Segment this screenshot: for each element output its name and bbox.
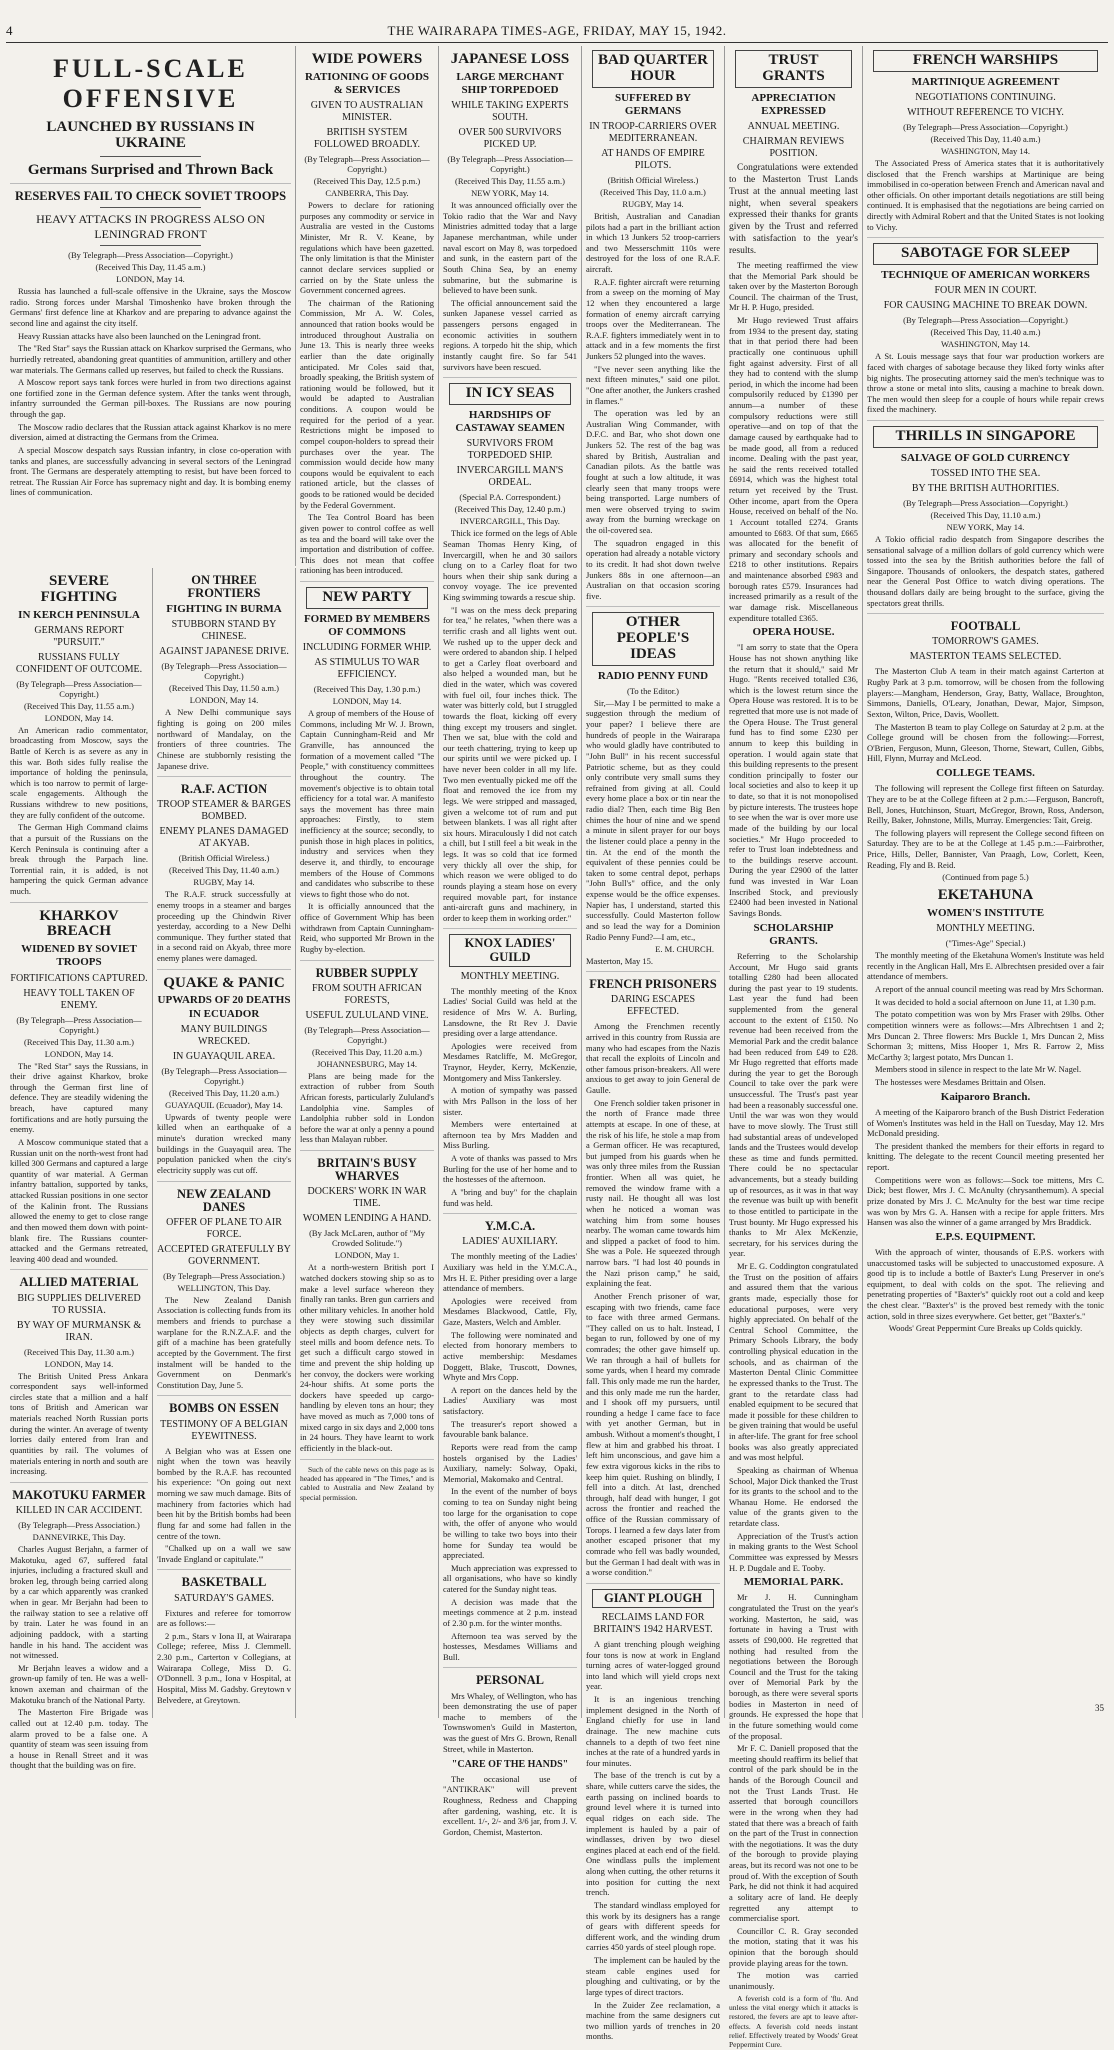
paragraph: 2 p.m., Stars v Iona II, at Wairarapa College; referee, Miss J. Clemmell. 2.30 p.m., Carterton v Collegians, at Wairarapa College, Miss D. G. O'Donnell. 3 p.m., Iona v Hospital, at Hospital, Miss M. Gadsby. Greytown v Belvedere, at Greytown. bbox=[157, 1630, 291, 1705]
main-subhead-2: Germans Surprised and Thrown Back bbox=[27, 161, 274, 178]
paragraph: Members were entertained at afternoon tea by Mrs Madden and Miss Burling. bbox=[443, 1119, 577, 1151]
advert-text: A feverish cold is a form of 'flu. And unless the vital energy which it attacks is restored, the fevers are apt to leave after-effects. A feverish cold needs instant relief. Effectively treated by Woods' Great Peppermint Cure. bbox=[729, 1993, 858, 2050]
article-subhead: FOUR MEN IN COURT. bbox=[934, 285, 1037, 297]
article-subhead: INVERCARGILL MAN'S ORDEAL. bbox=[456, 465, 564, 489]
article-headline: ALLIED MATERIAL bbox=[19, 1275, 139, 1290]
received: (Received This Day, 11.40 a.m.) bbox=[930, 133, 1041, 144]
article-subhead: ENEMY PLANES DAMAGED AT AKYAB. bbox=[159, 826, 289, 850]
article-headline: GIANT PLOUGH bbox=[592, 1589, 714, 1608]
paragraph: A "bring and buy" for the chaplain fund was held. bbox=[443, 1186, 577, 1208]
column-7 bbox=[863, 46, 1108, 1718]
dateline: LONDON, May 14. bbox=[44, 1358, 114, 1369]
section-heading: SCHOLARSHIP GRANTS. bbox=[753, 921, 834, 947]
article-headline: FOOTBALL bbox=[950, 619, 1021, 634]
article-headline: MAKOTUKU FARMER bbox=[12, 1487, 146, 1502]
article-headline: SABOTAGE FOR SLEEP bbox=[873, 243, 1098, 265]
dateline: LONDON, May 1. bbox=[334, 1250, 400, 1261]
article-subhead: IN GUAYAQUIL AREA. bbox=[172, 1050, 276, 1062]
paragraph: Much appreciation was expressed to all organisations, who have so kindly catered for the Sunday night teas. bbox=[443, 1562, 577, 1594]
received: (Received This Day, 11.40 a.m.) bbox=[930, 327, 1041, 338]
article-headline: FRENCH WARSHIPS bbox=[873, 50, 1098, 72]
dateline: LONDON, May 14. bbox=[189, 695, 259, 706]
dateline: WASHINGTON, May 14. bbox=[940, 339, 1031, 350]
credit: (By Telegraph—Press Association—Copyright.) bbox=[304, 1024, 430, 1045]
credit: (By Telegraph—Press Association—Copyright.) bbox=[161, 661, 287, 682]
article-subhead: BIG SUPPLIES DELIVERED TO RUSSIA. bbox=[17, 1292, 141, 1316]
dateline: WELLINGTON, This Day. bbox=[177, 1282, 271, 1293]
paragraph: The official announcement said the sunken Japanese vessel carried as passengers persons engaged in economic activities in southern regions. A torpedo hit the ship, which instantly caught fire. So far 541 survivors have been rescued. bbox=[443, 297, 577, 372]
dateline: NEW YORK, May 14. bbox=[471, 188, 549, 199]
lead-paragraph: Congratulations were extended to the Masterton Trust Lands Trust at the annual meeting last night, when several speakers expressed their thanks for grants given by the Trust and referred with satisfaction to the year's results. bbox=[729, 162, 858, 256]
paragraph: The occasional use of "ANTIKRAK" will prevent Roughness, Redness and Chapping after gardening, washing, etc. It is excellent. 1/-, 2/- and 3/6 jar, from J. V. Gordon, Chemist, Masterton. bbox=[443, 1773, 577, 1837]
dateline: RUGBY, May 14. bbox=[622, 198, 684, 209]
received: (Received This Day, 11.40 a.m.) bbox=[169, 865, 279, 876]
paragraph: Charles August Berjahn, a farmer of Makotuku, aged 67, suffered fatal injuries, including a fractured skull and broken leg, through being carried along by a car which apparently was cranked when in gear. Mr Berjahn had been to the railway station to see a relative off by train. Later he was found in an adjoining paddock, with a starting handle in his hand. The accident was not witnessed. bbox=[10, 1543, 148, 1661]
article-subhead: DOCKERS' WORK IN WAR TIME. bbox=[307, 1186, 427, 1210]
main-story bbox=[6, 46, 296, 566]
article-subhead: MARTINIQUE AGREEMENT bbox=[911, 75, 1060, 88]
article-subhead: TROOP STEAMER & BARGES BOMBED. bbox=[157, 799, 291, 823]
article-subhead: WOMEN'S INSTITUTE bbox=[926, 907, 1045, 919]
paragraph: The operation was led by an Australian Wing Commander, with D.F.C. and Bar, who shot down one Junkers 52. The rest of the bag was shared by British, Australian and Canadian pilots. As the battle was fought at such a low altitude, it was clearly seen that many troops were being transported. Large numbers of men were observed trying to swim away from the burning wreckage on the oil-covered sea. bbox=[586, 408, 720, 535]
article-subhead: TECHNIQUE OF AMERICAN WORKERS bbox=[881, 269, 1090, 282]
paragraph: The chairman of the Rationing Commission, Mr A. W. Coles, announced that ration books would be introduced throughout Australia on June 13. This is nearly three weeks earlier than the date originally anticipated. Mr Coles said that, broadly speaking, the British system of rationing would be followed, but it would be adapted to Australian conditions. A coupon would be required for the period of a year. Restrictions might be imposed to compel coupon-holders to spread their purchases over the year. The commission would decide how many coupons would be equivalent to each rationed article, but the classes of goods to be rationed would be decided by the Federal Government. bbox=[300, 297, 434, 510]
paragraph: Appreciation of the Trust's action in making grants to the West School Committee was expressed by Messrs H. P. Dugdale and E. Tooby. bbox=[729, 1530, 858, 1573]
paragraph: The base of the trench is cut by a share, while cutters carve the sides, the earth passing on inclined boards to ground level where it is turned into equal ridges on each side. The implement is hauled by a pair of windlasses, driven by two diesel engines placed at each end of the field. One windlass pulls the implement along when cutting, the other returns it into position for cutting the next trench. bbox=[586, 1770, 720, 1898]
dateline: JOHANNESBURG, May 14. bbox=[316, 1058, 418, 1069]
received: (Received This Day, 11.30 a.m.) bbox=[24, 1346, 134, 1357]
paragraph: Apologies were received from Mesdames Blackwood, Cattle, Fly, Gaze, Masters, Welch and Ambler. bbox=[443, 1295, 577, 1327]
masthead bbox=[6, 20, 1108, 43]
column-3 bbox=[296, 46, 439, 1718]
article-subhead: SATURDAY'S GAMES. bbox=[174, 1592, 274, 1604]
article-subhead: TESTIMONY OF A BELGIAN EYEWITNESS. bbox=[160, 1418, 288, 1442]
credit: (By Telegraph—Press Association—Copyright.) bbox=[304, 154, 430, 175]
dateline: LONDON, May 14. bbox=[44, 712, 114, 723]
paragraph: A Moscow communique stated that a Russian unit on the north-west front had killed 300 Germans and captured a large quantity of war material. A German infantry battalion, supported by tanks, attacked Russian positions in one sector of the Kalinin front. The Russians allowed the enemy to get to close range and then mowed them down with point-blank fire. The Russians counter-attacked and the Germans retreated, leaving 400 dead and wounded. bbox=[10, 1136, 148, 1264]
dateline: NEW YORK, May 14. bbox=[946, 521, 1025, 532]
paragraph: The R.A.F. struck successfully at enemy troops in a steamer and barges proceeding up the Chindwin River yesterday, according to a New Delhi communique. They further stated that in a second raid on Akyab, three more enemy planes were damaged. bbox=[157, 889, 291, 964]
paragraph: In the Zuider Zee reclamation, a machine from the same designers cut two million yards of trenches in 20 months. bbox=[586, 1999, 720, 2042]
paragraph: The following players will represent the College second fifteen on Saturday. They are to be at the College at 1.45 p.m.:—Fairbrother, Price, Hills, Deller, Bannister, Van Praagh, Low, Corlett, Keen, Reading, Fly and B. Reid. bbox=[867, 827, 1104, 870]
paragraph: Referring to the Scholarship Account, Mr Hugo said grants totalling £280 had been allocated during the past year to 19 students. Last year the fund had been supplemented from the general account to the extent of £150. No revenue had been received from the Memorial Park and the credit balance had been reduced from £49 to £28. Mr Hugo regretted that efforts made during the year to get the Borough Council to take over the park were unsuccessful. The Trust's past year had been a reasonably successful one. Until the war was won they would have to move slowly. The Trust still had substantial areas of undeveloped lands and the Trustees would develop these as time and funds permitted. There could be no spectacular advancements, but a steady building up of resources, as it was in that way the revenue was built up with benefit to those entitled to participate in the Trust bounty. Mr Hugo expressed his thanks to Mr Alex McKenzie, secretary, for his services during the year. bbox=[729, 950, 858, 1259]
article-subhead: RECLAIMS LAND FOR BRITAIN'S 1942 HARVEST. bbox=[593, 1611, 713, 1635]
paragraph: Mr J. H. Cunningham congratulated the Trust on the year's working. Masterton, he said, was fortunate in having a Trust with assets of £90,000. He regretted that nothing had resulted from the negotiations between the Borough Council and the Trust for the taking over of Memorial Park by the borough, as there were several sports bodies in Masterton in need of grounds. He expressed the hope that in the future something would come of the proposal. bbox=[729, 1592, 858, 1741]
credit: (By Telegraph—Press Association—Copyright.) bbox=[161, 1065, 287, 1086]
received: (Received This Day, 11.55 a.m.) bbox=[24, 700, 134, 711]
paragraph: A giant trenching plough weighing four tons is now at work in England turning acres of water-logged ground into land which will yield crops next year. bbox=[586, 1638, 720, 1692]
paragraph: The "Red Star" says the Russians, in their drive against Kharkov, broke through the German first line of defence. They are steadily widening the breach, have captured many fortifications and are hotly pursuing the enemy. bbox=[10, 1060, 148, 1135]
article-subhead: KILLED IN CAR ACCIDENT. bbox=[15, 1504, 143, 1516]
page-footer-number: 35 bbox=[1095, 1703, 1104, 1713]
article-subhead: NEGOTIATIONS CONTINUING. bbox=[915, 91, 1056, 103]
paragraph: The treasurer's report showed a favourable bank balance. bbox=[443, 1418, 577, 1440]
article-subhead: LARGE MERCHANT SHIP TORPEDOED bbox=[456, 70, 564, 96]
advert-text: Woods' Great Peppermint Cure Breaks up Colds quickly. bbox=[888, 1323, 1083, 1334]
article-subhead: RATIONING OF GOODS & SERVICES bbox=[304, 70, 430, 96]
continued-note: (Continued from page 5.) bbox=[942, 872, 1029, 883]
paragraph: "I am sorry to state that the Opera House has not shown anything like the return that it should," said Mr Hugo. "Rents received totalled £36, which is the lowest return since the Opera House was restored. It is to be regretted that more use is not made of the Opera House. The Trust general fund has to find some £230 per annum to keep this building in operation. I would again state that this building represents to the present condition principally to foster our local societies and also to keep it up to date, so that it is not monopolised by picture interests. The trustees hope to see when the war is over more use made of the building by our local societies." Mr Hugo proceeded to refer to Trust loan indebtedness and to the buildings reserve account. During the year £2900 of the latter fund was invested in War Loan Inscribed Stock, and previously £2400 had been invested in National Savings Bonds. bbox=[729, 642, 858, 918]
article-headline: QUAKE & PANIC bbox=[163, 974, 285, 991]
received: (Received This Day, 11.0 a.m.) bbox=[600, 186, 706, 197]
article-headline: EKETAHUNA bbox=[937, 887, 1034, 904]
dateline: WASHINGTON, May 14. bbox=[940, 145, 1031, 156]
paragraph: A motion of sympathy was passed with Mrs Pallson in the loss of her sister. bbox=[443, 1085, 577, 1117]
article-subhead: HARDSHIPS OF CASTAWAY SEAMEN bbox=[455, 408, 565, 435]
article-headline: BRITAIN'S BUSY WHARVES bbox=[317, 1156, 417, 1184]
article-subhead: AS STIMULUS TO WAR EFFICIENCY. bbox=[314, 657, 420, 681]
section-heading: OPERA HOUSE. bbox=[752, 626, 835, 639]
paragraph: "I was on the mess deck preparing for tea," he relates, "when there was a terrific crash and all lights went out. We rushed up to the upper deck and were ordered to abandon ship. I helped to get a Carley float overboard and also helped a wounded man, but he died in the water, which was covered with fuel oil, four inches thick. The water was bitterly cold, but I struggled towards the float, kicking off every thing except my trousers and singlet. Then we sat, blue with the cold and our teeth chattering, trying to keep up our spirits until we were picked up. I have never been colder in all my life. Two men eventually picked me off the float and removed the ice from my legs. We were stripped and massaged, given a welcome tot of rum and put between blankets. I was all right after six hours. Miraculously I did not catch a chill, but I still feel a bit weak in the legs. It was so cold that ice formed very thickly all over the ship, for which reason we were obliged to do rounds playing a steam hose on every required movable part, for instance anti-aircraft guns and machinery, in order to keep them in working order." bbox=[443, 604, 577, 923]
paragraph: A decision was made that the meetings commence at 2 p.m. instead of 2.30 p.m. for the winter months. bbox=[443, 1596, 577, 1628]
article-headline: Y.M.C.A. bbox=[484, 1219, 536, 1234]
dateline: LONDON, May 14. bbox=[116, 274, 185, 285]
dateline: LONDON, May 14. bbox=[332, 696, 402, 707]
article-headline: NEW ZEALAND DANES bbox=[177, 1186, 271, 1214]
footnote: Such of the cable news on this page as is headed has appeared in "The Times," and is cabled to Australia and New Zealand by special permission. bbox=[300, 1464, 434, 1502]
column-6 bbox=[725, 46, 863, 2050]
paragraph: Competitions were won as follows:—Sock toe mittens, Mrs C. Dick; best flower, Mrs J. C. McAnulty (chrysanthemum). A special prize donated by Mrs J. C. McAnulty for the best war time recipe was won by Mrs G. A. Hansen with a recipe for apple fritters. Mrs Hansen was also the winner of a game arranged by Mrs Braddick. bbox=[867, 1174, 1104, 1228]
article-subhead: HEAVY TOLL TAKEN OF ENEMY. bbox=[23, 987, 135, 1011]
article-headline: IN ICY SEAS bbox=[449, 383, 571, 405]
paragraph: Plans are being made for the extraction of rubber from South African forests, particularly Zululand's Landolphia vine. Samples of Landolphia rubber sold in London before the war at only a penny a pound less than Malayan rubber. bbox=[300, 1070, 434, 1145]
credit: (By Telegraph—Press Association—Copyright.) bbox=[903, 497, 1068, 508]
paragraph: The president thanked the members for their efforts in regard to knitting. The delegate to the recent Council meeting presented her report. bbox=[867, 1140, 1104, 1172]
paragraph: Members stood in silence in respect to the late Mr W. Nagel. bbox=[875, 1064, 1082, 1075]
paragraph: A group of members of the House of Commons, including Mr W. J. Brown, Captain Cunningham-Reid and Mr Granville, has announced the formation of a movement called "The People," with constituency committees throughout the country. The movement's objective is to obtain total efficiency for a total war. A manifesto says the movement has three main approaches: Firstly, to stem inefficiency at the source; secondly, to punish those in high places in politics, industry and services when they deserve it, and thirdly, to encourage members of the House of Commons and candidates who subscribe to these views to fight those who do not. bbox=[300, 708, 434, 899]
credit: ("Times-Age" Special.) bbox=[945, 938, 1026, 949]
paragraph: Russia has launched a full-scale offensive in the Ukraine, says the Moscow radio. Strong forces under Marshal Timoshenko have broken through the Germans' first defence line at Kharkov and are preparing to advance against the second line and against the city itself. bbox=[10, 286, 291, 329]
article-subhead: UPWARDS OF 20 DEATHS IN ECUADOR bbox=[157, 994, 291, 1020]
article-subhead: AT HANDS OF EMPIRE PILOTS. bbox=[601, 147, 705, 171]
article-subhead: FIGHTING IN BURMA bbox=[166, 603, 282, 616]
article-subhead: STUBBORN STAND BY CHINESE. bbox=[171, 619, 277, 643]
paragraph: Reports were read from the camp hostels organised by the Ladies' Auxiliary, namely: Solway, Opaki, Memorial, Makomako and Central. bbox=[443, 1441, 577, 1484]
article-subhead: SURVIVORS FROM TORPEDOED SHIP. bbox=[466, 438, 554, 462]
article-headline: BASKETBALL bbox=[181, 1575, 267, 1590]
article-subhead: BY THE BRITISH AUTHORITIES. bbox=[911, 482, 1060, 494]
paragraph: A Tokio official radio despatch from Singapore describes the sensational salvage of a million dollars of gold currency which were tossed into the sea by the British authorities before the fall of Singapore. Thousands of onlookers, the despatch states, gathered near the General Post Office to watch diving operations. The thousand dollars daily are being brought to the surface, giving the spectators great thrills. bbox=[867, 533, 1104, 608]
article-subhead: WOMEN LENDING A HAND. bbox=[302, 1213, 432, 1225]
section-heading: MEMORIAL PARK. bbox=[743, 1576, 844, 1589]
article-subhead: DARING ESCAPES EFFECTED. bbox=[610, 994, 696, 1018]
article-subhead: TOSSED INTO THE SEA. bbox=[930, 467, 1041, 479]
article-subhead: WITHOUT REFERENCE TO VICHY. bbox=[907, 106, 1064, 118]
dateline: RUGBY, May 14. bbox=[193, 877, 255, 888]
article-subhead: BY WAY OF MURMANSK & IRAN. bbox=[16, 1319, 142, 1343]
article-subhead: IN TROOP-CARRIERS OVER MEDITERRANEAN. bbox=[589, 120, 717, 144]
paragraph: It was announced officially over the Tokio radio that the War and Navy Ministries admitted today that a large Japanese merchantman, while under naval escort on May 8, was torpedoed and sunk, in the eastern part of the South China Sea, by an enemy submarine, but the submarine is believed to have been sunk. bbox=[443, 200, 577, 296]
credit: (By Telegraph—Press Association—Copyright.) bbox=[16, 678, 142, 699]
paragraph: The meeting reaffirmed the view that the Memorial Park should be taken over by the Masterton Borough Council. The chairman of the Trust, Mr H. P. Hugo, presided. bbox=[729, 259, 858, 313]
paragraph: British, Australian and Canadian pilots had a part in the brilliant action in which 13 Junkers 52 troop-carriers and two Messerschmitt 110s were destroyed for the loss of one R.A.F. aircraft. bbox=[586, 210, 720, 274]
article-headline: KNOX LADIES' GUILD bbox=[449, 934, 571, 966]
paragraph: One French soldier taken prisoner in the north of France made three attempts at escape. In one of these, at the risk of his life, he stole a map from a German officer. He was recaptured, but jumped from his guards when he was only three miles from the Russian frontier. When all was quiet, he removed the window frame with a rusty nail. He thought all was lost when he noticed a woman was watching him from some houses nearby. The woman came towards him and slipped a packet of food to him. She was a Pole. He squeezed through narrow bars. "I had lost 40 pounds in the Nazi prison camp," he said, explaining the feat. bbox=[586, 1097, 720, 1289]
article-subhead: USEFUL ZULULAND VINE. bbox=[305, 1009, 429, 1021]
received: (Received This Day, 11.20 a.m.) bbox=[169, 1087, 279, 1098]
column-2-lower bbox=[153, 568, 296, 1718]
article-headline: OTHER PEOPLE'S IDEAS bbox=[592, 612, 714, 665]
received: (Received This Day, 11.45 a.m.) bbox=[95, 262, 206, 273]
paragraph: The implement can be hauled by the steam cable engines used for ploughing and cultivating, or by the large types of direct tractors. bbox=[586, 1955, 720, 1997]
paragraph: The potato competition was won by Mrs Fraser with 29lbs. Other competition winners were as follows:—Mrs Albrechtsen 1 and 2; Mrs Duncan 2. Three flowers: Mrs Buckle 1, Mrs Duncan 2, Miss Schorman 3; mittens, Miss Hooper 1, Mrs R. Farrow 2, Miss McCarthy 3; largest potato, Mrs Duncan 1. bbox=[867, 1009, 1104, 1062]
paragraph: Mr F. C. Daniell proposed that the meeting should reaffirm its belief that control of the park should be in the hands of the Borough Council and not the Trust Lands Trust. He asserted that borough councillors were in the wrong when they had stated that there was a breach of faith on the part of the Trust in connection with the negotiations. It was the duty of the borough to provide playing areas, but its record was not one to be proud of. With the exception of South Park, he did not think it had acquired a solitary acre of land. He deeply regretted any attempt to commercialise sport. bbox=[729, 1743, 858, 1924]
paragraph: It was decided to hold a social afternoon on June 11, at 1.30 p.m. bbox=[875, 996, 1096, 1007]
article-subhead: OVER 500 SURVIVORS PICKED UP. bbox=[458, 127, 562, 151]
paragraph: The Tea Control Board has been given power to control coffee as well as tea and the board will take over the importation and distribution of coffee. This does not mean that coffee rationing has been introduced. bbox=[300, 512, 434, 576]
article-subhead: RADIO PENNY FUND bbox=[597, 669, 709, 682]
article-subhead: TOMORROW'S GAMES. bbox=[932, 636, 1039, 648]
newspaper-title: THE WAIRARAPA TIMES-AGE, FRIDAY, MAY 15, 1942. bbox=[387, 23, 727, 38]
article-subhead: GERMANS REPORT "PURSUIT." bbox=[34, 624, 124, 648]
article-subhead: CHAIRMAN REVIEWS POSITION. bbox=[742, 135, 845, 159]
credit: (By Jack McLaren, author of "My Crowded Solitude.") bbox=[309, 1228, 425, 1249]
credit: (By Telegraph—Press Association.) bbox=[18, 1519, 140, 1530]
paragraph: At a north-western British port I watched dockers stowing ship so as to make a level surface whereon they finally ran tanks. Bren gun carriers and other military vehicles. In another hold they were stowing such dissimilar objects as depth charges, culvert for steel mills and boom defence nets. To get such a difficult cargo stowed in time and prevent the ship holding up her convoy, the dockers were working 24-hour shifts. At some ports the dockers have speeded up cargo-handling by eleven tons an hour; they have moved as much as 7,000 tons of mixed cargo in six days and 2,000 tons in 24 hours. They have learnt to work efficiently in the black-out. bbox=[300, 1262, 434, 1453]
paragraph: Fixtures and referee for tomorrow are as follows:— bbox=[157, 1607, 291, 1629]
article-subhead: LADIES' AUXILIARY. bbox=[462, 1236, 558, 1248]
article-subhead: FROM SOUTH AFRICAN FORESTS, bbox=[311, 982, 423, 1006]
received: (Received This Day, 12.40 p.m.) bbox=[454, 504, 566, 515]
received: (Received This Day, 12.5 p.m.) bbox=[313, 176, 421, 187]
credit: (By Telegraph—Press Association—Copyright.) bbox=[903, 315, 1068, 326]
received: (Received This Day, 11.20 a.m.) bbox=[312, 1046, 422, 1057]
paragraph: A St. Louis message says that four war production workers are faced with charges of sabotage because they liked forty winks after big nights. The prosecuting attorney said the men's technique was to throw a stone or metal into slits, causing a machine to break down. The men would then sleep for a couple of hours while repair crews fixed the machinery. bbox=[867, 351, 1104, 415]
paragraph: A report on the dances held by the Ladies' Auxiliary was most satisfactory. bbox=[443, 1384, 577, 1416]
paragraph: R.A.F. fighter aircraft were returning from a sweep on the morning of May 12 when they encountered a large formation of enemy aircraft carrying troops over the Mediterranean. The R.A.F. fighters immediately went in to attack and in a few moments the first Junkers 52 plunged into the waves. bbox=[586, 276, 720, 361]
paragraph: A meeting of the Kaiparoro branch of the Bush District Federation of Women's Institutes was held in the Hall on Tuesday, May 12. Mrs McDonald presiding. bbox=[867, 1106, 1104, 1139]
article-subhead: GIVEN TO AUSTRALIAN MINISTER. bbox=[310, 100, 424, 124]
paragraph: The Associated Press of America states that it is authoritatively disclosed that the French warships at Martinique are being immobilised in co-operation between French and American naval and other officials. On other important details negotiations are still being continued. It is emphasised that the negotiations are being carried on directly with Admiral Robert and that the United States is not looking to Vichy. bbox=[867, 157, 1104, 232]
paragraph: Councillor C. R. Gray seconded the motion, stating that it was his opinion that the borough should provide playing areas for the town. bbox=[729, 1925, 858, 1968]
paragraph: The monthly meeting of the Eketahuna Women's Institute was held recently in the Anglican Hall, Mrs E. Albrechtsen presided over a fair attendance of members. bbox=[867, 950, 1104, 982]
main-subhead-1: LAUNCHED BY RUSSIANS IN UKRAINE bbox=[46, 119, 255, 151]
paragraph: A special Moscow despatch says Russian infantry, in close co-operation with tanks and planes, are successfully advancing in several sectors of the Leningrad front. The Germans are desperately attempting to resist, but have been forced to retreat. The Russian Air Force has supremacy night and day. It is bombing enemy lines of communication. bbox=[10, 444, 291, 498]
place: Masterton, May 15. bbox=[586, 956, 654, 967]
dateline: GUAYAQUIL (Ecuador), May 14. bbox=[165, 1099, 283, 1110]
paragraph: Heavy Russian attacks have also been launched on the Leningrad front. bbox=[18, 330, 261, 341]
credit: (By Telegraph—Press Association—Copyright.) bbox=[447, 154, 573, 175]
paragraph: Another French prisoner of war, escaping with two friends, came face to face with three armed Germans. "They called on us to halt. Instead, I began to run, followed by one of my comrades; the other gave himself up. We ran through a hail of bullets for some yards, when I heard my comrade fall. This only made me run the harder, and this only made me run the harder, and I shook off my pursuers, until rounding a hedge I came face to face with yet another German, but in ambush. Without a moment's thought, I flew at him and grabbed his throat. I left him unconscious, and gave him a few extra vigorous kicks in the ribs to keep him quiet. Rushing on blindly, I fell into a ditch. At last, drenched through, half dead with hunger, I got across the frontier and reached the office of the Russian commissary of Torops. I learned a few days later from another escaped prisoner that my comrade who fell was badly wounded, but the German I had dealt with was in a worse condition." bbox=[586, 1290, 720, 1578]
paragraph: It is officially announced that the office of Government Whip has been withdrawn from Captain Cunningham-Reid, who supported Mr Brown in the Rugby by-election. bbox=[300, 901, 434, 954]
article-headline: BAD QUARTER HOUR bbox=[592, 50, 714, 88]
section-heading: COLLEGE TEAMS. bbox=[936, 767, 1035, 780]
article-subhead: WIDENED BY SOVIET TROOPS bbox=[21, 943, 137, 969]
received: (Received This Day, 1.30 p.m.) bbox=[313, 684, 421, 695]
received: (Received This Day, 11.55 a.m.) bbox=[455, 176, 565, 187]
paragraph: In the event of the number of boys coming to tea on Sunday night being too large for the organisation to cope with, the offer of anyone who would be willing to take two boys into their home for Sunday tea would be appreciated. bbox=[443, 1486, 577, 1561]
paragraph: Apologies were received from Mesdames Ratcliffe, M. McGregor, Traynor, Heyder, Kerry, McKenzie, Montgomery and Miss Tankersley. bbox=[443, 1040, 577, 1083]
paragraph: "Chalked up on a wall we saw 'Invade England or capitulate.'" bbox=[157, 1543, 291, 1564]
article-subhead: APPRECIATION EXPRESSED bbox=[751, 91, 836, 117]
paragraph: Powers to declare for rationing purposes any commodity or service in Australia are vested in the Customs Minister, Mr R. V. Keane, by regulations which have been gazetted. The only limitation is that the Minister cannot declare services supplied or carried on by the State unless the Government concerned agrees. bbox=[300, 200, 434, 296]
article-subhead: SALVAGE OF GOLD CURRENCY bbox=[900, 451, 1071, 464]
page-number: 4 bbox=[6, 23, 13, 38]
article-headline: R.A.F. ACTION bbox=[180, 782, 268, 797]
paragraph: Mr Hugo reviewed Trust affairs from 1934 to the present day, stating that in that period there had been practically one continuous uphill fight against adversity. First of all they had to contend with the slump period, in which the income had been compulsorily reduced by £1390 per annum—a number of these compulsory reductions were still operative—and on top of that the damage caused by earthquake had to be made good, all from a reduced income. Dealing with the past year, he said the rents received totalled £6914, which was the highest total return yet received by the Trust. Other income, apart from the Opera House, received on behalf of the No. 1 Account totalled £274. Grants amounted to £683. Of that sum, £665 was allocated for the benefit of primary and secondary schools and £218 to other institutions. Repairs and maintenance absorbed £983 and borough rates £579. Insurances had increased primarily as a result of the war damage risk. Miscellaneous expenditure totalled £365. bbox=[729, 315, 858, 623]
paragraph: The motion was carried unanimously. bbox=[729, 1970, 858, 1991]
dateline: INVERCARGILL, This Day. bbox=[460, 516, 560, 527]
signature: E. M. CHURCH. bbox=[655, 944, 714, 955]
paragraph: Mr E. G. Coddington congratulated the Trust on the position of affairs and assured them that the various grants made, especially those for educational purposes, were very highly appreciated. On behalf of the Central School Committee, the Primary Schools Library, the body controlling physical education in the schools, and as chairman of the Masterton Dental Clinic Committee he expressed thanks to the Trust. The grant to the retardate class had enabled equipment to be secured that made it possible for these children to be given training that would be useful in after-life. The grant for free school books was also greatly appreciated and was most helpful. bbox=[729, 1261, 858, 1463]
paragraph: "I've never seen anything like the next fifteen minutes," said one pilot. "One after another, the Junkers crashed in flames." bbox=[586, 363, 720, 406]
article-subhead: AGAINST JAPANESE DRIVE. bbox=[159, 646, 289, 658]
article-subhead: MANY BUILDINGS WRECKED. bbox=[180, 1023, 268, 1047]
column-4 bbox=[439, 46, 582, 1837]
paragraph: The "Red Star" says the Russian attack on Kharkov surprised the Germans, who hurriedly retreated, abandoning great quantities of ammunition, artillery and other war materials. The Germans called up reserves, but failed to check the Russians. bbox=[10, 343, 291, 375]
credit: (British Official Wireless.) bbox=[178, 853, 270, 864]
main-subhead-4: HEAVY ATTACKS IN PROGRESS ALSO ON LENINGRAD FRONT bbox=[36, 212, 265, 241]
article-headline: ON THREE FRONTIERS bbox=[187, 573, 261, 601]
paragraph: The following were nominated and elected from honorary members to active membership: Mesdames Doggett, Blake, Truscott, Downes, Whyte and Mrs Copp. bbox=[443, 1329, 577, 1383]
article-headline: BOMBS ON ESSEN bbox=[169, 1401, 279, 1416]
paragraph: The Masterton B team to play College on Saturday at 2 p.m. at the College ground will be chosen from the following:—Forrest, O'Brien, Ferguson, Munn, Gleeson, Thorne, Stewart, Cullen, Gibbs, Hill, Flynn, Murray and McLeod. bbox=[867, 721, 1104, 764]
column-1-lower bbox=[6, 568, 153, 1771]
paragraph: The Masterton Fire Brigade was called out at 12.40 p.m. today. The alarm proved to be a false one. A quantity of steam was seen issuing from a house in Renall Street and it was thought that the building was on fire. bbox=[10, 1707, 148, 1771]
article-subhead: WHILE TAKING EXPERTS SOUTH. bbox=[451, 100, 569, 124]
credit: (British Official Wireless.) bbox=[607, 174, 699, 185]
received: (Received This Day, 11.30 a.m.) bbox=[24, 1036, 134, 1047]
article-headline: TRUST GRANTS bbox=[735, 50, 852, 88]
paragraph: Mrs Whaley, of Wellington, who has been demonstrating the use of paper mache to members of the Townswomen's Guild in Masterton, was the guest of Mrs G. Brown, Renall Street, while in Masterton. bbox=[443, 1690, 577, 1754]
paragraph: Afternoon tea was served by the hostesses, Mesdames Williams and Bull. bbox=[443, 1630, 577, 1662]
section-heading: Kaiparoro Branch. bbox=[940, 1090, 1031, 1103]
article-subhead: IN KERCH PENINSULA bbox=[18, 608, 140, 621]
article-subhead: MONTHLY MEETING. bbox=[936, 923, 1035, 935]
paragraph: The New Zealand Danish Association is collecting funds from its members and friends to purchase a warplane for the R.N.Z.A.F. and the gift of a machine has been gratefully accepted by the Government. The first instalment will be handed to the Government on Denmark's Constitution Day, June 5. bbox=[157, 1294, 291, 1390]
paragraph: A vote of thanks was passed to Mrs Burling for the use of her home and to the hostesses of the afternoon. bbox=[443, 1153, 577, 1185]
credit: (By Telegraph—Press Association—Copyright.) bbox=[903, 121, 1068, 132]
paragraph: With the approach of winter, thousands of E.P.S. workers with unaccustomed tasks will be subjected to unaccustomed exposure. A good tip is to include a bottle of Baxter's Lung Preserver in one's equipment, to deal with colds on the spot. The relieving and penetrating properties of "Baxter's" quickly root out a cold and keep the chest clear. "Baxter's" is the proved best remedy with the tonic action, sold in three sizes everywhere. Get better, get "Baxter's." bbox=[867, 1246, 1104, 1321]
article-subhead: ANNUAL MEETING. bbox=[747, 120, 840, 132]
article-headline: JAPANESE LOSS bbox=[450, 51, 570, 67]
received: (Received This Day, 11.10 a.m.) bbox=[930, 509, 1041, 520]
paragraph: A Moscow report says tank forces were hurled in from two directions against one fortified zone in the German defence system. After the tanks went through, infantry surrounded the German pill-boxes. The Russians are now pouring through the gap. bbox=[10, 377, 291, 420]
paragraph: Mr Berjahn leaves a widow and a grown-up family of ten. He was a well-known axeman and chairman of the Makotuku branch of the National Party. bbox=[10, 1662, 148, 1705]
paragraph: The German High Command claims that a pursuit of the Russians on the Kerch Peninsula is continuing after a break through the Parpach line. Torrential rain, it is added, is not hampering the quick German advance much. bbox=[10, 822, 148, 897]
dateline: CANBERRA, This Day. bbox=[325, 188, 409, 199]
paragraph: A report of the annual council meeting was read by Mrs Schorman. bbox=[875, 984, 1104, 995]
paragraph: A New Delhi communique says fighting is going on 200 miles northward of Mandalay, on the frontiers of three countries. The Chinese are stubbornly resisting the Japanese drive. bbox=[157, 707, 291, 771]
paragraph: The squadron engaged in this operation had already a notable victory to its credit. It had shot down twelve Junkers 88s in one afternoon—an Australian on that occasion scoring five. bbox=[586, 537, 720, 601]
article-subhead: OFFER OF PLANE TO AIR FORCE. bbox=[166, 1216, 282, 1240]
article-subhead: INCLUDING FORMER WHIP. bbox=[302, 642, 432, 654]
credit: (By Telegraph—Press Association—Copyright.) bbox=[16, 1014, 142, 1035]
article-headline: THRILLS IN SINGAPORE bbox=[873, 426, 1098, 448]
article-subhead: ACCEPTED GRATEFULLY BY GOVERNMENT. bbox=[157, 1243, 291, 1267]
credit: (Special P.A. Correspondent.) bbox=[459, 492, 561, 503]
main-headline: FULL-SCALE OFFENSIVE bbox=[53, 54, 248, 113]
article-headline: FRENCH PRISONERS bbox=[589, 977, 717, 992]
article-subhead: FOR CAUSING MACHINE TO BREAK DOWN. bbox=[883, 300, 1088, 312]
credit: (By Telegraph—Press Association.) bbox=[163, 1270, 285, 1281]
paragraph: A Belgian who was at Essen one night when the town was heavily bombed by the R.A.F. has recounted his experience: "On going out next morning we saw much damage. Bits of machinery from factories which had been hit by the British bombs had been flung far and some had fallen in the centre of the town. bbox=[157, 1445, 291, 1541]
article-subhead: FORTIFICATIONS CAPTURED. bbox=[10, 972, 148, 984]
article-headline: KHARKOV BREACH bbox=[39, 907, 119, 940]
paragraph: The standard windlass employed for this work by its designers has a range of gears with different speeds for different work, and the winding drum carries 450 yards of steel plough rope. bbox=[586, 1899, 720, 1953]
main-subhead-3: RESERVES FAIL TO CHECK SOVIET TROOPS bbox=[14, 189, 287, 204]
paragraph: The hostesses were Mesdames Brittain and Olsen. bbox=[875, 1077, 1046, 1088]
article-subhead: (To the Editor.) bbox=[626, 685, 680, 696]
paragraph: The monthly meeting of the Ladies' Auxiliary was held in the Y.M.C.A., Mrs H. E. Pither presiding over a large attendance of members. bbox=[443, 1251, 577, 1294]
section-heading: E.P.S. EQUIPMENT. bbox=[935, 1230, 1036, 1243]
paragraph: The Moscow radio declares that the Russian attack against Kharkov is no mere diversion, aimed at distracting the Germans from the Crimea. bbox=[10, 421, 291, 443]
paragraph: The British United Press Ankara correspondent says well-informed circles state that a million and a half tons of British and American war materials reached North Russian ports during the winter. An average of twenty lorries daily entered from Iran and quantities by rail. The volumes of materials entering in north and south are increasing. bbox=[10, 1370, 148, 1477]
article-headline: RUBBER SUPPLY bbox=[315, 965, 419, 980]
paragraph: The following will represent the College first fifteen on Saturday. They are to be at the College fifteen at 2 p.m.:—Ferguson, Bancroft, Bell, Jones, Hutchinson, Stuart, McGregor, Brown, Ross, Anderson, Reilly, Baker, Johnstone, Mills, Murray. Emergencies: Tait, Greig. bbox=[867, 783, 1104, 826]
article-headline: NEW PARTY bbox=[306, 587, 428, 609]
dateline: LONDON, May 14. bbox=[44, 1048, 114, 1059]
paragraph: Among the Frenchmen recently arrived in this country from Russia are many who had escapes from the Nazis that recall the exploits of Lincoln and other famous prison-breakers. All were anxious to get away to join General de Gaulle. bbox=[586, 1021, 720, 1096]
paragraph: Upwards of twenty people were killed when an earthquake of a minute's duration wrecked many buildings in the Guayaquil area. The population panicked when the city's electricity supply was cut off. bbox=[157, 1111, 291, 1175]
article-subhead: RUSSIANS FULLY CONFIDENT OF OUTCOME. bbox=[15, 651, 143, 675]
paragraph: An American radio commentator, broadcasting from Moscow, says the Battle of Kerch is as severe as any in this war. Both sides fully realise the importance of holding the peninsula, which is too narrow to permit of large-scale engagements. Although the Russians withdrew to new positions, they are fully confident of the outcome. bbox=[10, 724, 148, 820]
dateline: DANNEVIRKE, This Day. bbox=[32, 1531, 126, 1542]
article-headline: PERSONAL bbox=[475, 1673, 545, 1688]
paragraph: Sir,—May I be permitted to make a suggestion through the medium of your paper? I believe there are hundreds of people in the Wairarapa who would gladly have contributed to "John Bull" in his recent successful Patriotic scheme, but as they could only contribute very small sums they refrained from giving at all. Could every home place a box or tin near the radio dial? Then, each time Big Ben chimes the hour of nine and we spend a minute in silent prayer for our boys the listener could place a penny in the tin. At the end of the month the equivalent of these pennies could be taken to some central depot, perhaps "John Bull's" office, and the only expense would be the office expenses. Napier has, I understand, started this successfully. Could Masterton follow and so lead the way for a Dominion Radio Penny Fund?—I am, etc., bbox=[586, 697, 720, 942]
article-subhead: FORMED BY MEMBERS OF COMMONS bbox=[303, 612, 431, 638]
article-headline: WIDE POWERS bbox=[311, 51, 423, 67]
article-subhead: SUFFERED BY GERMANS bbox=[614, 91, 692, 117]
article-subhead: MONTHLY MEETING. bbox=[460, 970, 560, 982]
advert-headline: "CARE OF THE HANDS" bbox=[451, 1759, 569, 1771]
article-headline: SEVERE FIGHTING bbox=[40, 573, 118, 605]
credit: (By Telegraph—Press Association—Copyright.) bbox=[68, 250, 233, 261]
column-5 bbox=[582, 46, 725, 2042]
paragraph: The monthly meeting of the Knox Ladies' Social Guild was held at the residence of Mrs W. A. Burling, Lansdowne, the Rt Rev J. Davie presiding over a large attendance. bbox=[443, 985, 577, 1039]
paragraph: The Masterton Club A team in their match against Carterton at Rugby Park at 3 p.m. tomorrow, will be chosen from the following players:—Mangham, Henderson, Gray, Batty, Wallace, Broughton, Simmons, Daniells, O'Leary, Jonathan, Dewar, Major, Simpson, Sexton, Wilton, Price, Davis, Woollett. bbox=[867, 666, 1104, 719]
article-subhead: MASTERTON TEAMS SELECTED. bbox=[909, 651, 1062, 663]
paragraph: It is an ingenious trenching implement designed in the North of England chiefly for use in land drainage. The new machine cuts channels to a depth of two feet nine inches at the rate of a hundred yards in four minutes. bbox=[586, 1694, 720, 1768]
article-subhead: BRITISH SYSTEM FOLLOWED BROADLY. bbox=[313, 127, 421, 151]
paragraph: Thick ice formed on the legs of Able Seaman Thomas Henry King, of Invercargill, when he and 30 sailors clung on to a Carley float for two hours when their ship sank during a convoy voyage. The ice prevented King swimming towards a rescue ship. bbox=[443, 528, 577, 602]
paragraph: Speaking as chairman of Whenua School, Major Dick thanked the Trust for its grants to the school and to the Whanau Home. He endorsed the value of the grants given to the retardate class. bbox=[729, 1464, 858, 1529]
received: (Received This Day, 11.50 a.m.) bbox=[169, 683, 279, 694]
